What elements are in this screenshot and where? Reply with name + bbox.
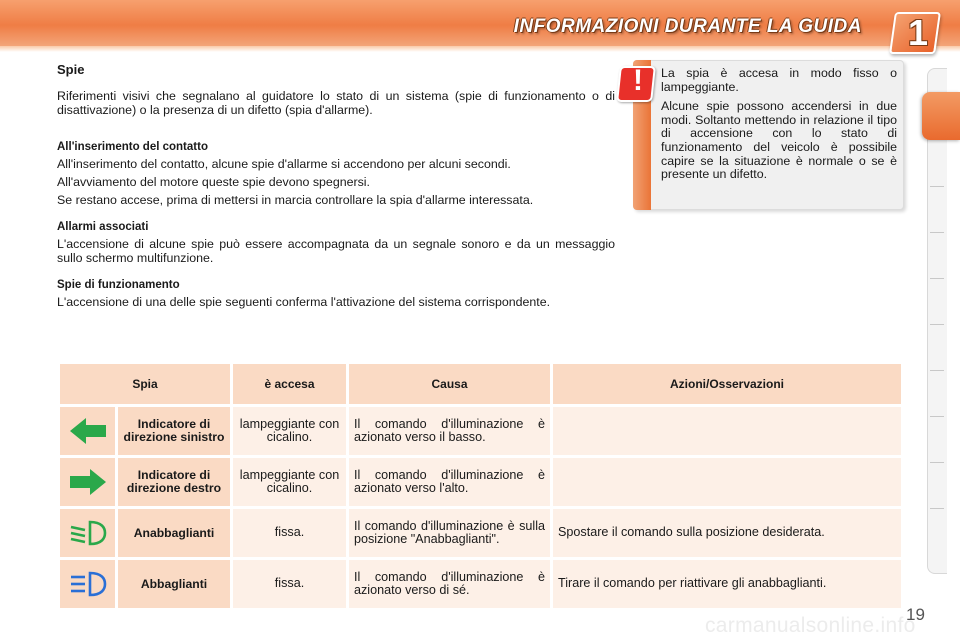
light-action (553, 458, 901, 506)
icon-cell (60, 560, 115, 608)
light-state: fissa. (233, 509, 346, 557)
light-state: lampeggiante con cicalino. (233, 458, 346, 506)
light-name: Abbaglianti (118, 560, 230, 608)
tab-divider (930, 186, 944, 187)
high-beam-icon (68, 569, 108, 599)
paragraph: All'avviamento del motore queste spie devono spegnersi. (57, 175, 371, 189)
subsection-title: Allarmi associati (57, 221, 149, 233)
chapter-number: 1 (907, 12, 928, 53)
paragraph: L'accensione di una delle spie seguenti conferma l'attivazione del sistema corrispondente. (57, 295, 551, 309)
page-number: 19 (906, 605, 925, 624)
tab-divider (930, 278, 944, 279)
column-header-state: è accesa (233, 364, 346, 404)
chapter-title: INFORMAZIONI DURANTE LA GUIDA (513, 16, 862, 37)
light-state: fissa. (233, 560, 346, 608)
watermark: carmanualsonline.info (705, 614, 916, 637)
subsection-title: All'inserimento del contatto (57, 141, 208, 153)
subsection-title: Spie di funzionamento (57, 279, 180, 291)
page-header (0, 0, 960, 52)
light-name: Indicatore di direzione sinistro (118, 407, 230, 455)
table-row (60, 458, 901, 506)
chapter-tab-strip (927, 68, 947, 574)
column-header-spia: Spia (60, 364, 230, 404)
tab-divider (930, 508, 944, 509)
light-cause: Il comando d'illuminazione è sulla posizione "Anabbaglianti". (349, 509, 550, 557)
section-alarms (57, 221, 615, 265)
column-header-actions: Azioni/Osservazioni (553, 364, 901, 404)
table-row (60, 560, 901, 608)
warning-lights-table (57, 361, 904, 611)
column-header-cause: Causa (349, 364, 550, 404)
light-name: Anabbaglianti (118, 509, 230, 557)
tab-divider (930, 232, 944, 233)
icon-cell (60, 407, 115, 455)
low-beam-icon (68, 518, 108, 548)
exclamation-icon-glyph: ! (633, 64, 643, 97)
icon-cell (60, 509, 115, 557)
active-chapter-tab[interactable] (922, 92, 960, 140)
right-arrow-icon (68, 467, 108, 497)
tab-divider (930, 370, 944, 371)
light-action: Tirare il comando per riattivare gli anabbaglianti. (553, 560, 901, 608)
warning-paragraph: La spia è accesa in modo fisso o lampeggiante. (661, 66, 897, 94)
paragraph: Se restano accese, prima di mettersi in marcia controllare la spia d'allarme interessata. (57, 193, 534, 207)
warning-text (661, 67, 897, 188)
section-function-lights (57, 279, 615, 309)
paragraph: All'inserimento del contatto, alcune spie d'allarme si accendono per alcuni secondi. (57, 157, 511, 171)
header-fade (0, 46, 960, 52)
light-action (553, 407, 901, 455)
tab-divider (930, 416, 944, 417)
table-row (60, 407, 901, 455)
light-cause: Il comando d'illuminazione è azionato verso l'alto. (349, 458, 550, 506)
light-cause: Il comando d'illuminazione è azionato verso di sé. (349, 560, 550, 608)
left-arrow-icon (68, 416, 108, 446)
light-state: lampeggiante con cicalino. (233, 407, 346, 455)
paragraph: L'accensione di alcune spie può essere accompagnata da un segnale sonoro e da un messaggio sullo schermo multifunzione. (57, 237, 615, 265)
light-cause: Il comando d'illuminazione è azionato verso il basso. (349, 407, 550, 455)
warning-paragraph: Alcune spie possono accendersi in due modi. Soltanto mettendo in relazione il tipo di accensione con lo stato di funzionamento del veicolo è possibile capire se la situazione è normale o se è presente un difetto. (661, 99, 897, 182)
section-contact (57, 141, 615, 207)
table-row (60, 509, 901, 557)
light-action: Spostare il comando sulla posizione desiderata. (553, 509, 901, 557)
light-name: Indicatore di direzione destro (118, 458, 230, 506)
main-content (57, 62, 615, 323)
table-header-row (60, 364, 901, 404)
section-title: Spie (57, 62, 85, 77)
intro-text: Riferimenti visivi che segnalano al guidatore lo stato di un sistema (spie di funzionamento o di disattivazione) o la presenza di un difetto (spia d'allarme). (57, 89, 615, 117)
tab-divider (930, 462, 944, 463)
icon-cell (60, 458, 115, 506)
tab-divider (930, 324, 944, 325)
